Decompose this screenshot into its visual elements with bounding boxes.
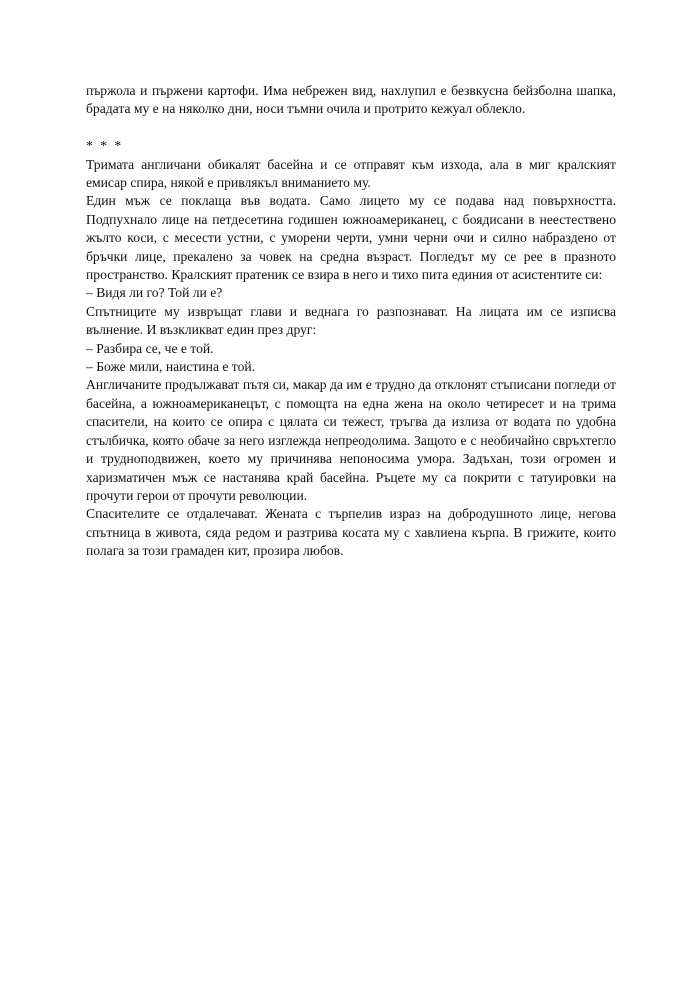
paragraph-intro: пържола и пържени картофи. Има небрежен вид, нахлупил е безвкусна бейзболна шапка, брадата му е на няколко дни, носи тъмни очила и протрито кежуал облекло.	[86, 83, 616, 117]
paragraph-lifeguards: Спасителите се отдалечават. Жената с търпелив израз на добродушното лице, негова спътница в живота, сяда редом и разтрива косата му с хавлиена кърпа. В грижите, които полага за този грамаден кит, прозира любов.	[86, 506, 616, 559]
section-separator: * * *	[86, 138, 124, 154]
paragraph-leaving-pool: Англичаните продължават пътя си, макар да им е трудно да отклонят стъписани погледи от басейна, а южноамериканецът, с помощта на една жена на около четиресет и на трима спасители, на които се опира с цялата си тежест, тръгва да излиза от водата по удобна стълбичка, която обаче за него изглежда непреодолима. Защото е с необичайно свръхтегло и трудноподвижен, което му причинява непоносима умора. Задъхан, този огромен и харизматичен мъж се настанява край басейна. Ръцете му са покрити с татуировки на прочути герои от прочути революции.	[86, 377, 616, 503]
document-page	[86, 82, 616, 561]
dialogue-line-2: – Разбира се, че е той.	[86, 340, 214, 356]
paragraph-recognition: Спътниците му извръщат глави и веднага го разпознават. На лицата им се изписва вълнение. И възкликват един през друг:	[86, 303, 616, 338]
paragraph-man-in-water: Един мъж се поклаща във водата. Само лицето му се подава над повърхността. Подпухнало лице на петдесетина годишен южноамериканец, с боядисани в неестествено жълто коси, с месести устни, с уморени черти, умни черни очи и силно набраздено от бръчки лице, прекалено за човек на средна възраст. Погледът му се рее в празното пространство. Кралският пратеник се взира в него и тихо пита единия от асистентите си:	[86, 193, 616, 283]
dialogue-line-1: – Видя ли го? Той ли е?	[86, 285, 223, 301]
paragraph-englishmen: Тримата англичани обикалят басейна и се отправят към изхода, ала в миг кралският емисар спира, някой е привлякъл вниманието му.	[86, 156, 616, 191]
dialogue-line-3: – Боже мили, наистина е той.	[86, 359, 256, 375]
